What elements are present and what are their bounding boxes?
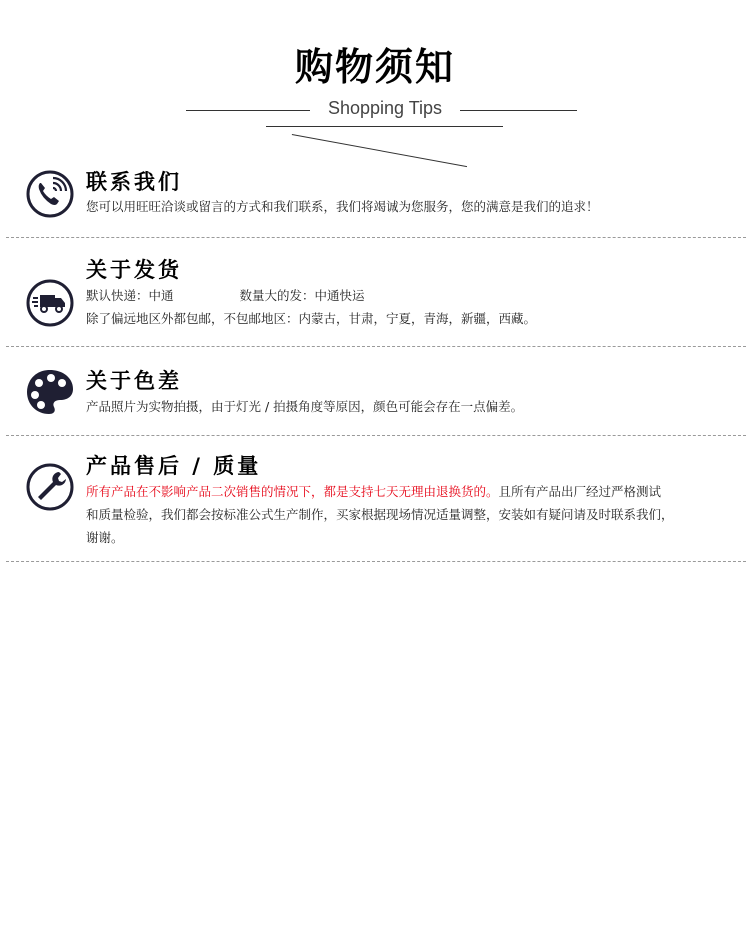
wrench-icon: [25, 462, 75, 512]
default-express: 默认快递：中通: [86, 288, 174, 303]
return-policy-highlight: 所有产品在不影响产品二次销售的情况下，都是支持七天无理由退换货的。: [86, 484, 499, 499]
bulk-express: 数量大的发：中通快运: [239, 288, 365, 303]
section-text: 您可以用旺旺洽谈或留言的方式和我们联系，我们将竭诚为您服务，您的满意是我们的追求！: [86, 199, 599, 214]
after-sales-line-2: 和质量检验，我们都会按标准公式生产制作，买家根据现场情况适量调整，安装如有疑问请及时联系我们，: [86, 507, 674, 522]
dashed-divider: [6, 435, 746, 436]
delivery-truck-icon: [25, 278, 75, 328]
dashed-divider: [6, 346, 746, 347]
phone-icon: [25, 169, 75, 219]
title-underline: [266, 126, 503, 127]
section-text: 产品照片为实物拍摄，由于灯光 / 拍摄角度等原因，颜色可能会存在一点偏差。: [86, 399, 524, 414]
title-rule-left: [186, 110, 310, 111]
after-sales-line-1: [86, 480, 661, 503]
after-sales-line-3: 谢谢。: [86, 530, 124, 545]
section-heading: 关于发货: [86, 258, 182, 282]
dashed-divider: [6, 237, 746, 238]
dashed-divider: [6, 561, 746, 562]
section-heading: 关于色差: [86, 369, 182, 393]
section-heading: 联系我们: [86, 170, 182, 194]
page-title: 购物须知: [294, 45, 455, 89]
palette-icon: [25, 367, 75, 417]
after-sales-text: 且所有产品出厂经过严格测试: [498, 484, 662, 499]
section-heading: 产品售后 / 质量: [86, 454, 262, 478]
decorative-diagonal-line: [292, 134, 467, 167]
subtitle: Shopping Tips: [327, 98, 443, 118]
section-text: 除了偏远地区外都包邮，不包邮地区：内蒙古，甘肃，宁夏，青海，新疆，西藏。: [86, 311, 537, 326]
shipping-express-line: [86, 284, 365, 307]
title-rule-right: [460, 110, 577, 111]
